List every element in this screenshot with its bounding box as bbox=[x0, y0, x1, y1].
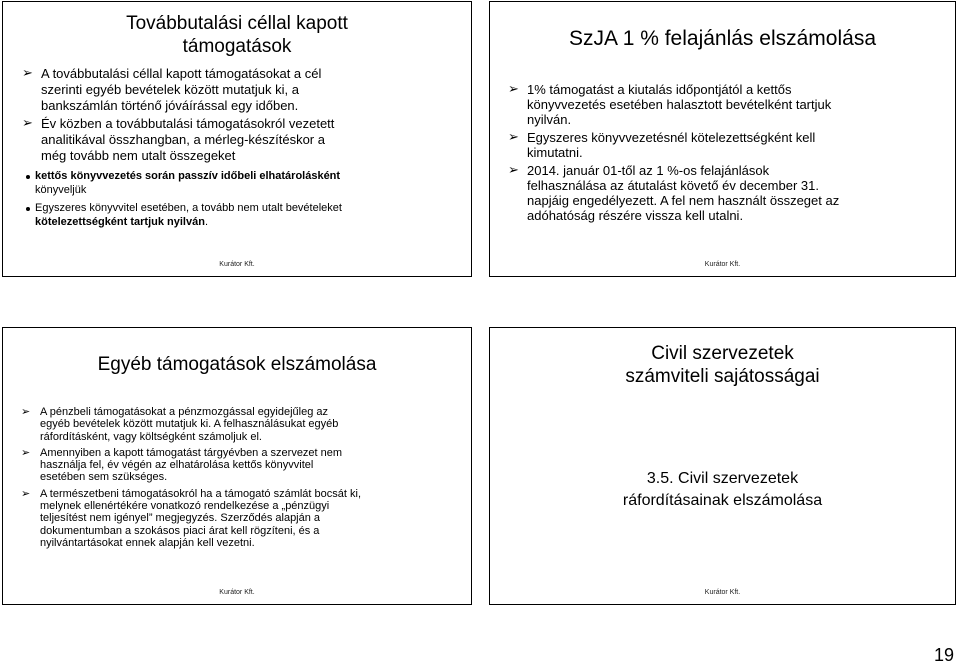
slide-title-line-1: Civil szervezetek bbox=[651, 343, 794, 364]
bullet-item: ➢ 2014. január 01-től az 1 %-os felajánlások felhasználása az átutalást követő év december 31. napjáig engedélyezett. A fel nem használt összeget az adóhatóság részére vissza kell utalni. bbox=[508, 163, 848, 223]
bullet-list bbox=[21, 406, 361, 549]
sub-bullet-item bbox=[26, 169, 350, 197]
bullet-item: ➢ Egyszeres könyvvezetésnél kötelezettségként kell kimutatni. bbox=[508, 130, 848, 160]
page-number: 19 bbox=[933, 645, 954, 665]
body-line-2: ráfordításainak elszámolása bbox=[622, 492, 823, 509]
slide-title-line-1: Továbbutalási céllal kapott bbox=[126, 13, 348, 34]
bullet-list bbox=[22, 66, 350, 164]
slide-szja bbox=[489, 1, 956, 277]
bullet-list bbox=[508, 82, 848, 223]
bullet-item: ➢ 1% támogatást a kiutalás időpontjától a kettős könyvvezetés esetében halasztott bevételként tartjuk nyilván. bbox=[508, 82, 848, 127]
slide-title bbox=[490, 342, 955, 388]
bullet-item: ➢ A pénzbeli támogatásokat a pénzmozgással egyidejűleg az egyéb bevételek között mutatjuk ki. A felhasználásukat egyéb ráfordításként, vagy költségként számoljuk el. bbox=[21, 406, 361, 443]
bullet-item: ➢ Év közben a továbbutalási támogatásokról vezetett analitikával összhangban, a mérleg-készítéskor a még tovább nem utalt összegeket bbox=[22, 116, 350, 164]
bullet-item: ➢ Amennyiben a kapott támogatást tárgyévben a szervezet nem használja fel, év végén az elhatárolása kettős könyvvitel esetében sem szükséges. bbox=[21, 447, 361, 484]
body-line-1: 3.5. Civil szervezetek bbox=[646, 470, 799, 487]
slide-title-line-2: számviteli sajátosságai bbox=[625, 366, 820, 387]
slide-title: Egyéb támogatások elszámolása bbox=[97, 354, 377, 375]
slide-footer: Kurátor Kft. bbox=[704, 261, 741, 268]
sub-bullet-bold: kötelezettségként tartjuk nyilván bbox=[35, 216, 205, 228]
bullet-item: ➢ A továbbutalási céllal kapott támogatásokat a cél szerinti egyéb bevételek között mutatjuk ki, a bankszámlán történő jóváírással egy időben. bbox=[22, 66, 350, 114]
sub-bullet-item bbox=[26, 201, 350, 229]
sub-bullet-list bbox=[26, 169, 350, 229]
slide-body bbox=[22, 66, 350, 229]
slide-egyeb-tamogatasok bbox=[2, 327, 472, 605]
sub-bullet-text: könyveljük bbox=[35, 184, 87, 196]
sub-bullet-punct: . bbox=[204, 216, 209, 228]
sub-bullet-text: Egyszeres könyvvitel esetében, a tovább nem utalt bevételeket bbox=[35, 202, 342, 214]
slide-body bbox=[21, 406, 361, 549]
bullet-item: ➢ A természetbeni támogatásokról ha a támogató számlát bocsát ki, melynek ellenértékére vonatkozó rendelkezése a „pénzügyi teljesítést nem igényel” megjegyzés. Szerződés alapján a dokumentumban a szokásos piaci árat kell rögzíteni, és a nyilvántartásokat ennek alapján kell vezetni. bbox=[21, 488, 361, 549]
slide-title: SzJA 1 % felajánlás elszámolása bbox=[569, 27, 876, 50]
slide-title bbox=[3, 12, 471, 58]
slide-body bbox=[508, 82, 848, 223]
slide-title-line-2: támogatások bbox=[182, 36, 292, 57]
slide-body bbox=[490, 468, 955, 512]
sub-bullet-bold: kettős könyvvezetés során passzív időbeli elhatárolásként bbox=[35, 170, 341, 182]
slide-footer: Kurátor Kft. bbox=[704, 589, 741, 596]
slide-tovabbutalasi bbox=[2, 1, 472, 277]
slide-footer: Kurátor Kft. bbox=[219, 261, 255, 268]
slide-civil-szervezetek bbox=[489, 327, 956, 605]
slide-footer: Kurátor Kft. bbox=[219, 589, 255, 596]
